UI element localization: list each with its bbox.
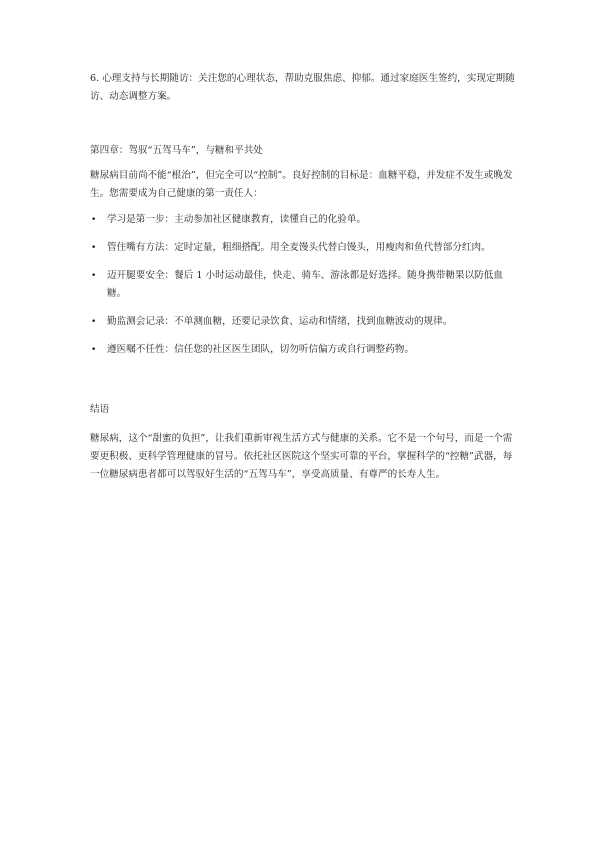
- bullet-icon: •: [91, 345, 97, 355]
- chapter-4-section: [90, 142, 520, 160]
- bullet-icon: •: [91, 271, 97, 281]
- list-item: [90, 211, 520, 229]
- bullet-icon: •: [91, 243, 97, 253]
- list-item-text: 管住嘴有方法：定时定量，粗细搭配。用全麦馒头代替白馒头，用瘦肉和鱼代替部分红肉。: [107, 242, 491, 253]
- chapter-4-intro: 糖尿病目前尚不能“根治”，但完全可以“控制”。良好控制的目标是：血糖平稳，并发症不发生或晚发生。您需要成为自己健康的第一责任人：: [90, 170, 513, 199]
- bullet-icon: •: [91, 215, 97, 225]
- conclusion-paragraph: 糖尿病，这个“甜蜜的负担”，让我们重新审视生活方式与健康的关系。它不是一个句号，而是一个需要更积极、更科学管理健康的冒号。依托社区医院这个坚实可靠的平台，掌握科学的“控糖”武器，每一位糖尿病患者都可以驾驭好生活的“五驾马车”，享受高质量、有尊严的长寿人生。: [90, 433, 513, 480]
- conclusion-heading: 结语: [90, 404, 110, 415]
- list-item: [90, 341, 520, 359]
- conclusion-body-block: [90, 430, 520, 484]
- item-6-block: [90, 70, 520, 106]
- conclusion-heading-block: [90, 401, 520, 419]
- chapter-4-intro-block: [90, 167, 520, 203]
- list-item: [90, 239, 520, 257]
- list-item-text: 勤监测会记录：不单测血糖，还要记录饮食、运动和情绪，找到血糖波动的规律。: [107, 316, 453, 327]
- chapter-4-bullets-block: [90, 211, 520, 369]
- list-item: [90, 267, 520, 303]
- bullet-icon: •: [91, 317, 97, 327]
- list-item: [90, 313, 520, 331]
- bullet-list: [90, 211, 520, 359]
- list-item-text: 遵医嘱不任性：信任您的社区医生团队，切勿听信偏方或自行调整药物。: [107, 344, 414, 355]
- list-item-text: 学习是第一步：主动参加社区健康教育，读懂自己的化验单。: [107, 214, 367, 225]
- list-item-text: 迈开腿要安全：餐后 1 小时运动最佳，快走、骑车、游泳都是好选择。随身携带糖果以防低血糖。: [107, 270, 503, 299]
- chapter-4-heading: 第四章：驾驭“五驾马车”，与糖和平共处: [90, 145, 263, 156]
- item-6-paragraph: 6. 心理支持与长期随访：关注您的心理状态，帮助克服焦虑、抑郁。通过家庭医生签约，实现定期随访、动态调整方案。: [90, 73, 515, 102]
